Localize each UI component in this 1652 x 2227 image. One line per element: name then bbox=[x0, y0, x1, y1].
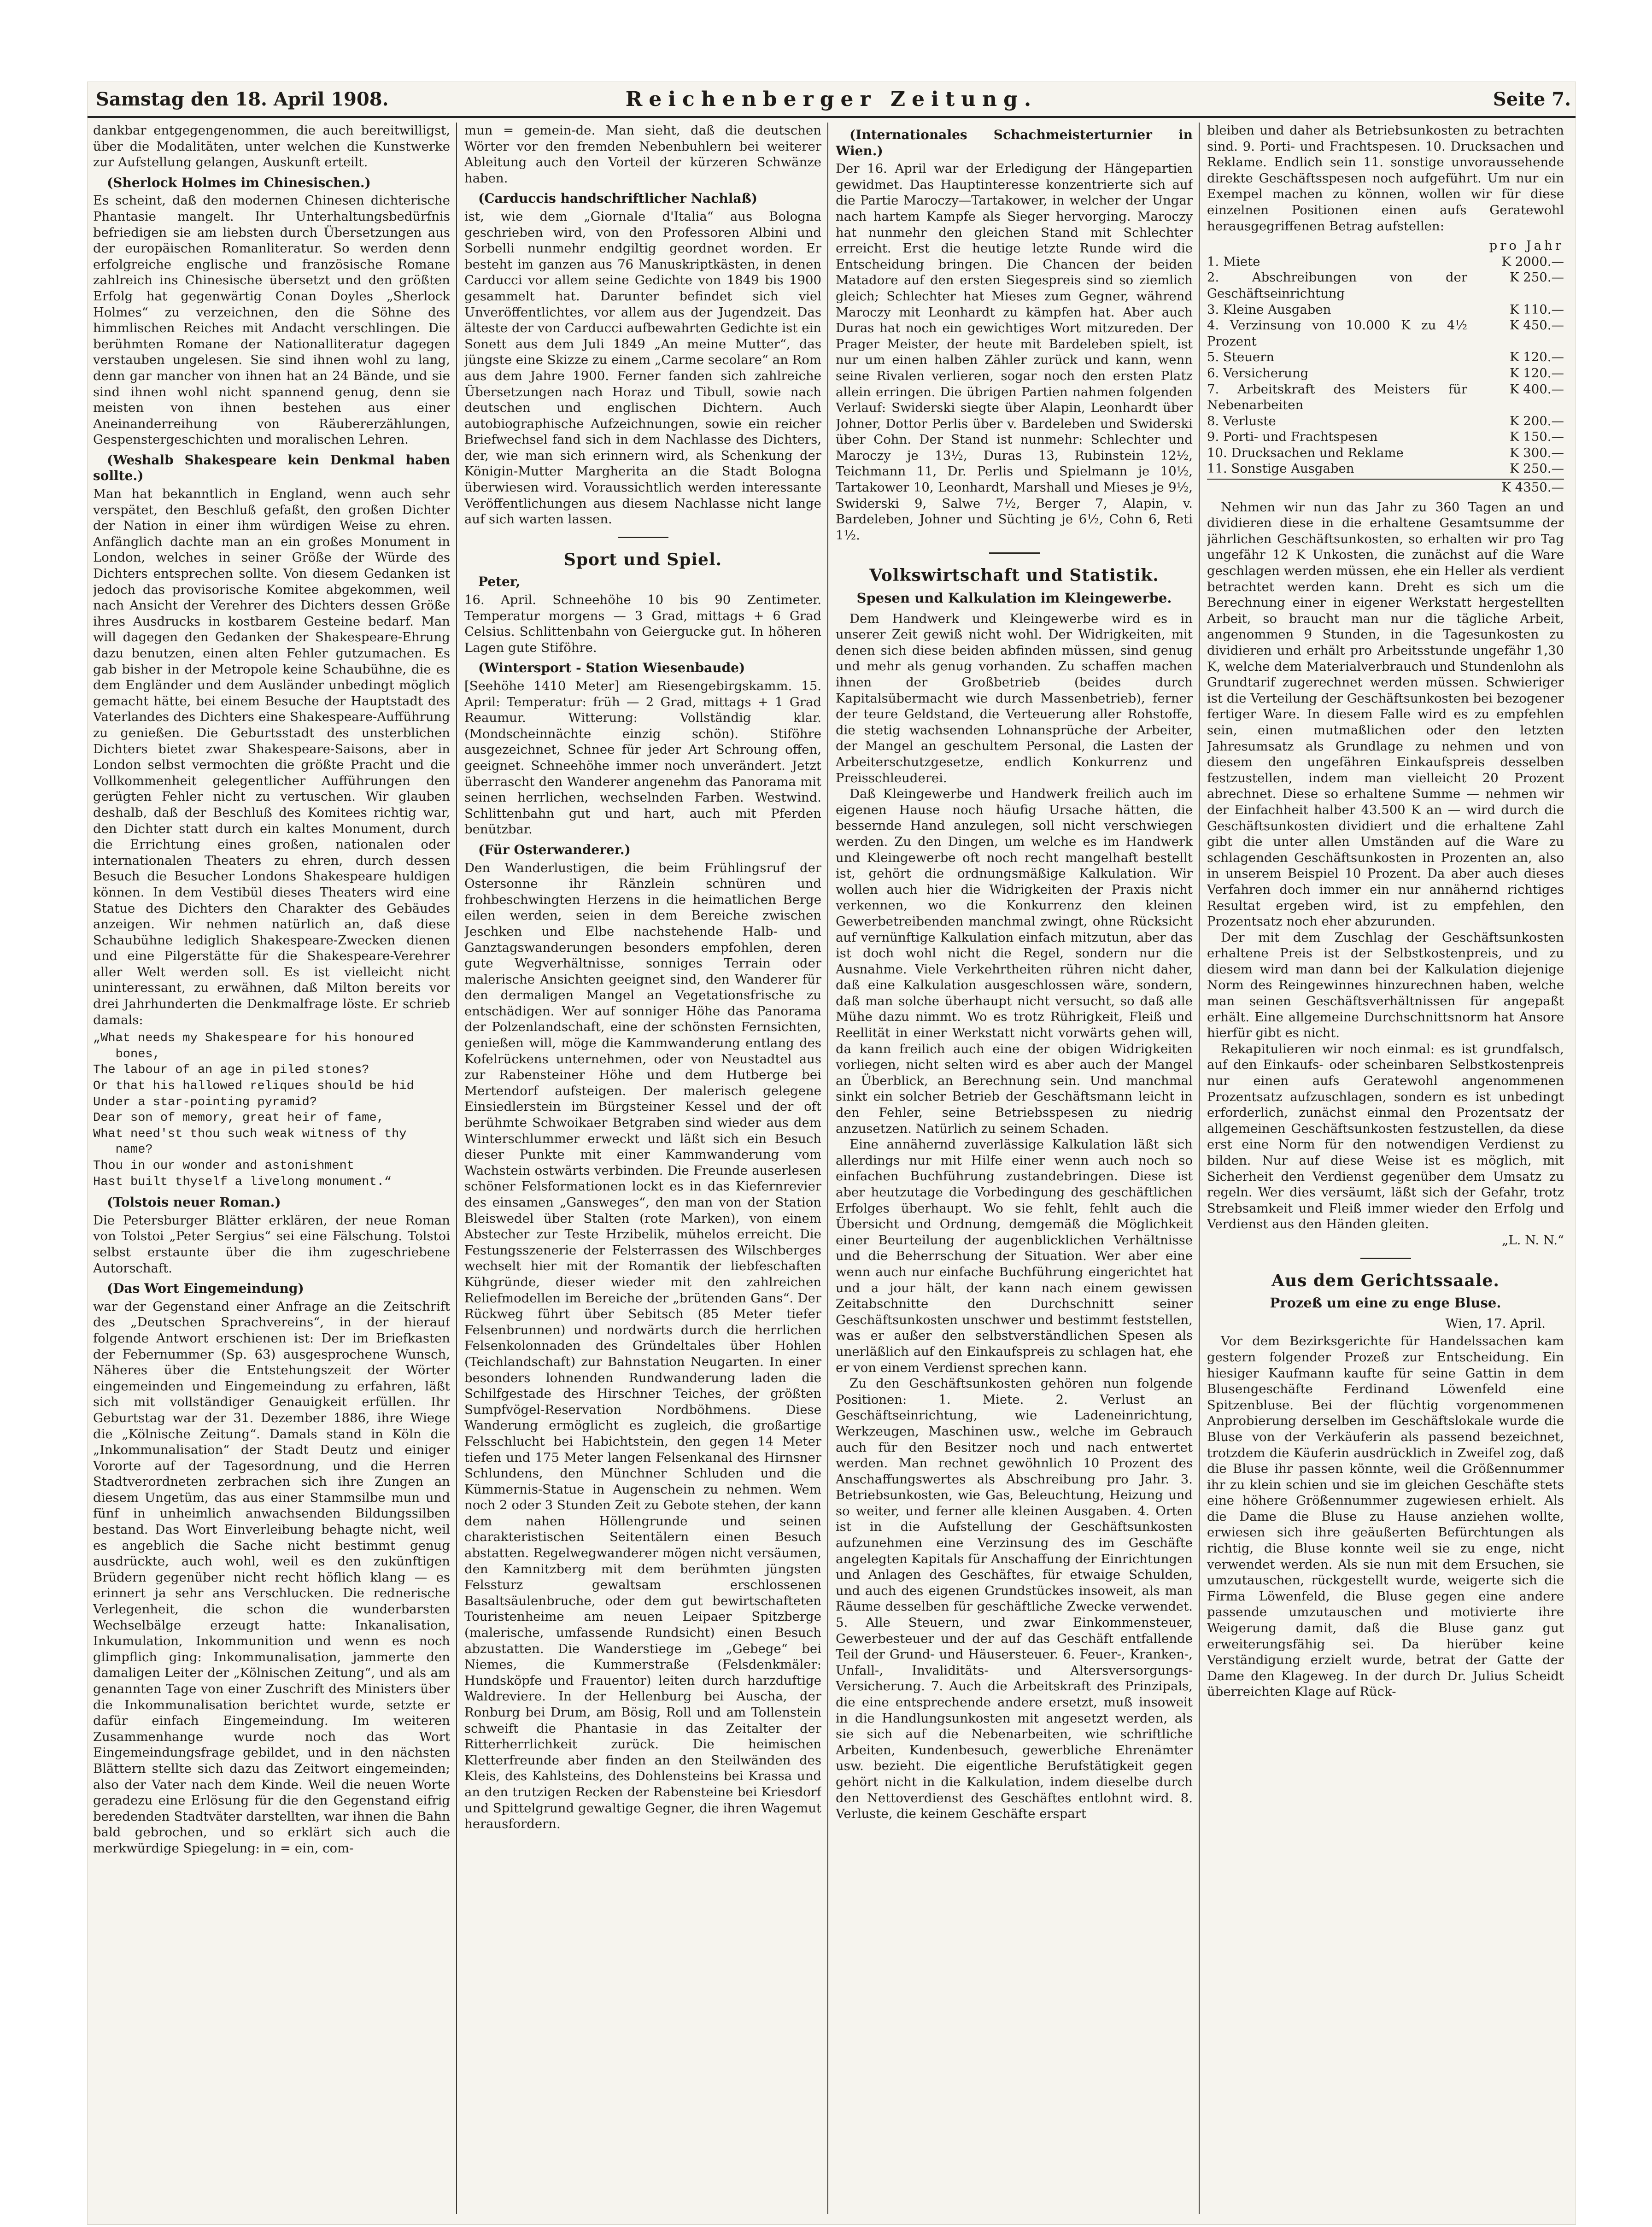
column-3 bbox=[836, 123, 1193, 2214]
article-heading: (Für Osterwanderer.) bbox=[478, 842, 631, 857]
row-amount: K 300.— bbox=[1509, 445, 1564, 460]
section-divider bbox=[989, 552, 1040, 554]
column-rule bbox=[827, 123, 828, 2214]
article-heading: (Das Wort Eingemeindung) bbox=[107, 1281, 304, 1296]
row-amount: K 200.— bbox=[1509, 413, 1564, 428]
row-amount: K 120.— bbox=[1509, 365, 1564, 381]
article-title: Spesen und Kalkulation im Kleingewerbe. bbox=[856, 590, 1172, 606]
table-row bbox=[1207, 381, 1564, 413]
column-4 bbox=[1207, 123, 1564, 2214]
paragraph: war der Gegenstand einer Anfrage an die Zeitschrift des „Deutschen Sprachvereins“, in der hierauf folgende Antwort erschienen ist: Der im Briefkasten der Febernummer (Sp. 63) ausgesprochene Wunsch, Näheres über die Entstehungszeit der Wörter eingemeinden und Eingemeindung zu erfahren, läßt sich mit vollständiger Genauigkeit erfüllen. Ihr Geburtstag war der 31. Dezember 1886, ihre Wiege die „Kölnische Zeitung“. Damals stand in Köln die „Inkommunalisation“ der Stadt Deutz und einiger Vororte auf der Tagesordnung, und die Herren Stadtverordneten zerbrachen sich ihre Zungen an diesem Ungetüm, das aus einer Stammsilbe mun und fünf in unheimlich anwachsenden Bildungssilben bestand. Das Wort Einverleibung behagte nicht, weil es angeblich die Sache nicht bestimmt genug ausdrückte, auch wohl, weil es den zukünftigen Brüdern gegenüber nicht recht höflich klang — es erinnert ja sehr ans Verschlucken. Die rednerische Verlegenheit, die schon die wunderbarsten Wechselbälge erzeugt hatte: Inkanalisation, Inkumulation, Inkommunition und wenn es noch glimpflich ging: Inkommunalisation, jammerte den damaligen Leiter der „Kölnischen Zeitung“, und als am genannten Tage von einer Zuschrift des Ministers über die Inkommunalisation berichtet wurde, setzte er dafür einfach Eingemeindung. Im weiteren Zusammenhange wurde noch das Wort Eingemeindungsfrage gebildet, und in den nächsten Blättern stellte sich dazu das Zeitwort eingemeinden; also der Vater nach dem Kinde. Weil die neuen Worte geradezu eine Erlösung für die den Gegenstand eifrig beredenden Stadtväter darstellten, war ihnen die Bahn bald gebrochen, und so erklärt sich auch die merkwürdige Spiegelung: in = ein, com- bbox=[93, 1299, 450, 1856]
article-heading: (Wintersport - Station Wiesenbaude) bbox=[478, 660, 745, 676]
paragraph: bleiben und daher als Betriebsunkosten zu betrachten sind. 9. Porti- und Frachtspesen. 10. Drucksachen und Reklame. Endlich sein 11. sonstige unvoraussehende direkte Geschäftsspesen noch aufgeführt. Um nur ein Exempel machen zu können, wollen wir für diese einzelnen Positionen einen aufs Geratewohl herausgegriffenen Betrag aufstellen: bbox=[1207, 123, 1564, 234]
article-heading: (Internationales Schachmeisterturnier in Wien.) bbox=[836, 127, 1193, 158]
row-label: 11. Sonstige Ausgaben bbox=[1207, 461, 1354, 476]
table-row bbox=[1207, 270, 1564, 301]
paragraph: Es scheint, daß den modernen Chinesen dichterische Phantasie mangelt. Ihr Unterhaltungsbedürfnis befriedigen sie am liebsten durch Übersetzungen aus der europäischen Romanliteratur. So werden denn erfolgreiche englische und französische Romane zahlreich ins Chinesische übersetzt und den größten Erfolg hat gegenwärtig Conan Doyles „Sherlock Holmes“ zu verzeichnen, den die Söhne des himmlischen Reiches mit Andacht verschlingen. Die berühmten Romane der Nationalliteratur dagegen verstauben ungelesen. Sie sind ihnen wohl zu lang, denn gar mancher von ihnen hat an 24 Bände, und sie sind ihnen wohl nicht spannend genug, denn sie meisten von ihnen bestehen aus einer Aneinanderreihung von Räubererzählungen, Gespenstergeschichten und moralischen Lehren. bbox=[93, 193, 450, 447]
row-amount: K 250.— bbox=[1509, 461, 1564, 476]
row-amount: K 120.— bbox=[1509, 350, 1564, 365]
newspaper-title: Reichenberger Zeitung. bbox=[625, 88, 1038, 111]
newspaper-page bbox=[88, 82, 1576, 2224]
paragraph: Vor dem Bezirksgerichte für Handelssachen kam gestern folgender Prozeß zur Entscheidung. Ein hiesiger Kaufmann kaufte für seine Gattin in dem Blusengeschäfte Ferdinand Löwenfeld eine Spitzenbluse. Bei der flüchtig vorgenommenen Anprobierung derselben im Geschäftslokale wurde die Bluse von der Verkäuferin als passend bezeichnet, trotzdem die Käuferin ausdrücklich in Zweifel zog, daß die Bluse ihr passen könnte, weil die Größennummer ihr zu klein schien und sie im gleichen Geschäfte stets eine höhere Größennummer zugewiesen erhielt. Als die Dame die Bluse zu Hause anziehen wollte, erwiesen sich ihre geäußerten Befürchtungen als richtig, die Bluse konnte weil sie zu enge, nicht verwendet werden. Als sie nun mit dem Ersuchen, sie umzutauschen, rückgestellt wurde, weigerte sich die Firma Löwenfeld, die Bluse gegen eine andere passende umzutauschen und motivierte ihre Weigerung damit, daß die Bluse ganz gut erweiterungsfähig sei. Da hierüber keine Verständigung erzielt wurde, betrat der Gatte der Dame den Klageweg. In der durch Dr. Julius Scheidt überreichten Klage auf Rück- bbox=[1207, 1334, 1564, 1700]
section-title: Aus dem Gerichtssaale. bbox=[1271, 1271, 1500, 1290]
paragraph: ist, wie dem „Giornale d'Italia“ aus Bologna geschrieben wird, von den Professoren Albini und Sorbelli nunmehr endgiltig geordnet worden. Er besteht im ganzen aus 76 Manuskriptkästen, in denen Carducci vor allem seine Gedichte von 1849 bis 1900 gesammelt hat. Darunter befindet sich viel Unveröffentlichtes, vor allem aus der Jugendzeit. Das älteste der von Carducci aufbewahrten Gedichte ist ein Sonett aus dem Juli 1849 „An meine Mutter“, das jüngste eine Skizze zu einem „Carme secolare“ an Rom aus dem Jahre 1900. Ferner fanden sich zahlreiche Übersetzungen nach Horaz und Tibull, sowie nach deutschen und englischen Dichtern. Auch autobiographische Aufzeichnungen, sowie ein reicher Briefwechsel fand sich in dem Nachlasse des Dichters, der, wie man sich erinnern wird, als Schenkung der Königin-Mutter Margherita an die Stadt Bologna überwiesen wird. Voraussichtlich werden interessante Veröffentlichungen aus diesem Nachlasse nicht lange auf sich warten lassen. bbox=[464, 209, 821, 527]
paragraph: Den Wanderlustigen, die beim Frühlingsruf der Ostersonne ihr Ränzlein schnüren und frohbeschwingten Herzens in die heimatlichen Berge eilen werden, seien in dem Bereiche zwischen Jeschken und Elbe nachstehende Halb- und Ganztagswanderungen besonders empfohlen, deren gute Wegverhältnisse, sonniges Terrain oder malerische Ansichten geeignet sind, den Wanderer für den dermaligen Mangel an Vegetationsfrische zu entschädigen. Wer auf sonniger Höhe das Panorama der Polzenlandschaft, eine der schönsten Fernsichten, genießen will, möge die Kammwanderung entlang des Kofelrückens unternehmen, oder von Neustadtel aus zur Rabensteiner Höhe und dem Hutberge bei Mertendorf aufsteigen. Der malerisch gelegene Einsiedlerstein im Bürgsteiner Kessel und der oft berühmte Schwoikaer Betgraben sind wieder aus dem Winterschlummer erweckt und läßt sich ein Besuch dieser Punkte mit einer Kammwanderung vom Wachstein ostwärts verbinden. Die Freunde auserlesen schöner Felsformationen lockt es in das Kiefernrevier des einsamen „Gansweges“, den man von der Station Bleiswedel über Stalten (rote Marken), von einem Abstecher zur Teste Hrzibelik, mühelos erreicht. Die Festungsszenerie der Felsterrassen des Wilschberges wechselt hier mit der Romantik der liebfeschaften Kühgründe, dieser wieder mit den zahlreichen Reliefmodellen im Bereiche der „brütenden Gans“. Der Rückweg führt über Sebitsch (85 Meter tiefer Felsenbrunnen) und nordwärts durch die herrlichen Felsenkolonnaden des Gründeltales über Hohlen (Teichlandschaft) zur Bahnstation Neugarten. In einer besonders lohnenden Rundwanderung laden die Schilfgestade des Hirschner Teiches, der größten Sumpfvögel-Reservation Nordböhmens. Diese Wanderung ermöglicht es zugleich, die großartige Felsschlucht bei Habichtstein, den gegen 14 Meter tiefen und 175 Meter langen Felsenkanal des Hirnsner Schlundens, den Münchner Schluden und die Kümmernis-Statue in Augenschein zu nehmen. Wem noch 2 oder 3 Stunden Zeit zu Gebote stehen, der kann dem nahen Höllengrunde und seinen charakteristischen Seitentälern einen Besuch abstatten. Regelwegwanderer mögen nicht versäumen, den Kamnitzberg mit dem berühmten jüngsten Felssturz gewaltsam erschlossenen Basaltsäulenbruche, oder dem gut bewirtschafteten Touristenheime am neuen Leipaer Spitzberge (malerische, umfassende Rundsicht) einen Besuch abzustatten. Die Wanderstiege im „Gebege“ bei Niemes, die Kummerstraße (Felsdenkmäler: Hundsköpfe und Frauentor) leiten durch harzduftige Waldreviere. In der Hellenburg bei Auscha, der Ronburg bei Drum, am Bösig, Roll und am Tollenstein schweift die Phantasie in das Zeitalter der Ritterherrlichkeit zurück. Die heimischen Kletterfreunde aber finden an den Steilwänden des Kleis, des Kahlsteins, des Dohlensteins bei Krassa und an den trutzigen Recken der Rabensteine bei Kriesdorf und Spittelgrund gewaltige Gegner, die ihren Wagemut herausfordern. bbox=[464, 860, 821, 1832]
table-row bbox=[1207, 302, 1564, 318]
table-row bbox=[1207, 254, 1564, 270]
page-header bbox=[88, 86, 1576, 118]
row-label: 7. Arbeitskraft des Meisters für Nebenarbeiten bbox=[1207, 381, 1467, 413]
table-row bbox=[1207, 429, 1564, 445]
article-heading: (Sherlock Holmes im Chinesischen.) bbox=[107, 175, 371, 190]
section-title: Sport und Spiel. bbox=[563, 550, 722, 569]
article-heading: Peter, bbox=[478, 574, 521, 590]
paragraph: Die Petersburger Blätter erklären, der neue Roman von Tolstoi „Peter Sergius“ sei eine Fälschung. Tolstoi selbst erstaunte über die ihm zugeschriebene Autorschaft. bbox=[93, 1213, 450, 1276]
row-label: 6. Versicherung bbox=[1207, 365, 1309, 381]
paragraph: Der 16. April war der Erledigung der Hängepartien gewidmet. Das Hauptinteresse konzentrierte sich auf die Partie Maroczy—Tartakower, in welcher der Ungar nach hartem Kampfe als Sieger hervorging. Maroczy hat nunmehr den gleichen Stand mit Schlechter erreicht. Erst die heutige letzte Runde wird die Entscheidung bringen. Die Chancen der beiden Matadore auf den ersten Siegespreis sind so ziemlich gleich; Schlechter hat Mieses zum Gegner, während Maroczy mit Leonhardt zu kämpfen hat. Aber auch Duras hat noch ein gewichtiges Wort mitzureden. Der Prager Meister, der heute mit Bardeleben spielt, ist nur um einen halben Zähler zurück und kann, wenn seine Rivalen verlieren, sogar noch den ersten Platz allein erringen. Die übrigen Partien nahmen folgenden Verlauf: Swiderski siegte über Alapin, Leonhardt über Johner, Dottor Perlis über v. Bardeleben und Swiderski über Cohn. Der Stand ist nunmehr: Schlechter und Maroczy je 13½, Duras 13, Rubinstein 12½, Teichmann 11, Dr. Perlis und Spielmann je 10½, Tartakower 10, Leonhardt, Marshall und Mieses je 9½, Swiderski 9, Salwe 7½, Berger 7, Alapin, v. Bardeleben, Johner und Süchting je 6½, Cohn 6, Reti 1½. bbox=[836, 161, 1193, 543]
paragraph: mun = gemein-de. Man sieht, daß die deutschen Wörter vor den fremden Nebenbuhlern bei weiterer Ableitung auch den Vorteil der kürzeren Schwänze haben. bbox=[464, 123, 821, 186]
column-1 bbox=[93, 123, 450, 2214]
paragraph: [Seehöhe 1410 Meter] am Riesengebirgskamm. 15. April: Temperatur: früh — 2 Grad, mittags + 1 Grad Reaumur. Witterung: Vollständig klar. (Mondscheinnächte einzig schön). Stiföhre ausgezeichnet, Schnee für jeder Art Schroung offen, geeignet. Schneehöhe immer noch unverändert. Jetzt überrascht den Wanderer angenehm das Panorama mit seinen herrlichen, wechselnden Farben. Westwind. Schlittenbahn gut und hart, auch mit Pferden benützbar. bbox=[464, 679, 821, 837]
milton-poem: „What needs my Shakespeare for his honoured bones, The labour of an age in piled stones? Or that his hallowed reliques should be hid Under a star-pointing pyramid? Dear son of memory, great heir of fame, What need'st thou such weak witness of thy name? Thou in our wonder and astonishment Hast built thyself a livelong monument.“ bbox=[93, 1031, 414, 1189]
dateline: Wien, 17. April. bbox=[1445, 1316, 1546, 1331]
article-title: Prozeß um eine zu enge Bluse. bbox=[1270, 1295, 1501, 1311]
paragraph: dankbar entgegengenommen, die auch bereitwilligst, über die Modalitäten, unter welchen die Kunstwerke zur Aufstellung gelangen, Auskunft erteilt. bbox=[93, 123, 450, 170]
row-amount: K 2000.— bbox=[1501, 254, 1564, 269]
row-label: 9. Porti- und Frachtspesen bbox=[1207, 429, 1378, 445]
paragraph: Eine annähernd zuverlässige Kalkulation läßt sich allerdings nur mit Hilfe einer wenn auch noch so einfachen Buchführung zustandebringen. Diese ist aber heutzutage die Vorbedingung des geschäftlichen Erfolges überhaupt. Wo sie fehlt, fehlt auch die Übersicht und Ordnung, demgemäß die Möglichkeit einer Beurteilung der augenblicklichen Verhältnisse und die Beherrschung der Situation. Wer aber eine wenn auch nur einfache Buchführung eingerichtet hat und a jour hält, der kann nach einem gewissen Zeitabschnitte den Durchschnitt seiner Geschäftsunkosten unschwer und bestimmt feststellen, was er außer den selbstverständlichen Spesen als unerläßlich auf den Einkaufspreis zu schlagen hat, ehe er von einem Verdienst sprechen kann. bbox=[836, 1137, 1193, 1375]
table-row bbox=[1207, 413, 1564, 429]
table-row bbox=[1207, 461, 1564, 477]
paragraph: Nehmen wir nun das Jahr zu 360 Tagen an und dividieren diese in die erhaltene Gesamtsumme der jährlichen Geschäftsunkosten, so erhalten wir pro Tag ungefähr 12 K Unkosten, die zunächst auf die Ware geschlagen werden müssen, ehe ein Heller als verdient betrachtet werden kann. Dreht es sich um die Berechnung einer in eigener Werkstatt hergestellten Arbeit, so braucht man nur die tägliche Arbeit, angenommen 9 Stunden, in die Tagesunkosten zu dividieren und erhält pro Arbeitsstunde ungefähr 1,30 K, welche dem Materialverbrauch und Stundenlohn als Grundtarif zugerechnet werden müssen. Schwieriger ist die Verteilung der Geschäftsunkosten bei bezogener fertiger Ware. In diesem Falle wird es zu empfehlen sein, einen mutmaßlichen oder den letzten Jahresumsatz als Grundlage zu nehmen und von diesem den ungefähren Einkaufspreis desselben festzustellen, indem man vielleicht 20 Prozent abrechnet. Diese so erhaltene Summe — nehmen wir der Einfachheit halber 43.500 K an — wird durch die Geschäftsunkosten dividiert und die erhaltene Zahl gibt die unter allen Umständen auf die Ware zu schlagenden Geschäftsunkosten in Prozenten an, also in unserem Beispiel 10 Prozent. Da aber auch dieses Verfahren doch immer ein nur annähernd richtiges Resultat ergeben wird, ist zu empfehlen, den Prozentsatz noch eher abzurunden. bbox=[1207, 499, 1564, 929]
paragraph: Man hat bekanntlich in England, wenn auch sehr verspätet, den Beschluß gefaßt, den großen Dichter der Nation in einer ihm würdigen Weise zu ehren. Anfänglich dachte man an ein großes Monument in London, welches in seiner Größe der Würde des Dichters entsprechen sollte. Von diesem Gedanken ist jedoch das provisorische Komitee abgekommen, weil nach Ansicht der Verehrer des Dichters dessen Größe ihres Ausdrucks in kostbarem Gesteine bedarf. Man will dagegen den Gedanken der Shakespeare-Ehrung dazu benutzen, einen alten Fehler gutzumachen. Es gab bisher in der Metropole keine Schaubühne, die es dem Engländer und dem Ausländer unbedingt möglich gemacht hätte, bei einem Besuche der Hauptstadt des Vaterlandes des Dichters eine Shakespeare-Aufführung zu genießen. Die Geburtsstadt des unsterblichen Dichters bietet zwar Shakespeare-Saisons, aber in London selbst vermochten die größte Pracht und die Vollkommenheit gelegentlicher Aufführungen den gerügten Fehler nicht zu vertuschen. Wir glauben deshalb, daß der Beschluß des Komitees richtig war, den Dichter statt durch ein kaltes Monument, durch die Errichtung eines großen, nationalen oder internationalen Theaters zu ehren, durch dessen Besuch die Besucher Londons Shakespeare huldigen können. In dem Vestibül dieses Theaters wird eine Statue des Dichters den Charakter des Gebäudes anzeigen. Wir nehmen natürlich an, daß diese Schaubühne lediglich Shakespeare-Zwecken dienen und eine Pilgerstätte für die Shakespeare-Verehrer aller Welt werden soll. Es ist vielleicht nicht uninteressant, zu erwähnen, daß Milton bereits vor drei Jahrhunderten die Denkmalfrage löste. Er schrieb damals: bbox=[93, 486, 450, 1027]
row-amount: K 150.— bbox=[1509, 429, 1564, 445]
row-label: 10. Drucksachen und Reklame bbox=[1207, 445, 1404, 460]
row-label: 8. Verluste bbox=[1207, 413, 1276, 428]
row-amount: K 110.— bbox=[1509, 302, 1564, 317]
table-row bbox=[1207, 445, 1564, 461]
article-heading: (Carduccis handschriftlicher Nachlaß) bbox=[478, 191, 758, 206]
column-2 bbox=[464, 123, 821, 2214]
row-amount: K 400.— bbox=[1509, 381, 1564, 397]
section-divider bbox=[618, 537, 668, 538]
article-heading: (Weshalb Shakespeare kein Denkmal haben sollte.) bbox=[93, 452, 450, 484]
page-number: Seite 7. bbox=[1493, 88, 1571, 110]
source-signature: „L. N. N.“ bbox=[1502, 1232, 1564, 1248]
row-label: 5. Steuern bbox=[1207, 350, 1274, 365]
table-row bbox=[1207, 365, 1564, 381]
table-row bbox=[1207, 317, 1564, 349]
column-rule bbox=[1199, 123, 1200, 2214]
paragraph: Der mit dem Zuschlag der Geschäftsunkosten erhaltene Preis ist der Selbstkostenpreis, und zu diesem wird man dann bei der Kalkulation diejenige Norm des Reingewinnes hinzurechnen haben, welche man seinen Geschäftsverhältnissen für angepaßt erhält. Eine allgemeine Durchschnittsnorm hat Ansore hierfür gibt es nicht. bbox=[1207, 930, 1564, 1041]
paragraph: Zu den Geschäftsunkosten gehören nun folgende Positionen: 1. Miete. 2. Verlust an Geschäftseinrichtung, wie Ladeneinrichtung, Werkzeugen, Maschinen usw., welche im Gebrauch auch für den Besitzer noch und nach entwertet werden. Man rechnet gewöhnlich 10 Prozent des Anschaffungswertes als Abschreibung pro Jahr. 3. Betriebsunkosten, wie Gas, Beleuchtung, Heizung und so weiter, und ferner alle kleinen Ausgaben. 4. Orten ist in die Aufstellung der Geschäftsunkosten aufzunehmen eine Verzinsung des im Geschäfte angelegten Kapitals für Anschaffung der Einrichtungen und Anlagen des Geschäftes, für etwaige Schulden, und auch des eigenen Grundstückes insoweit, als man Räume desselben für geschäftliche Zwecke verwendet. 5. Alle Steuern, und zwar Einkommensteuer, Gewerbesteuer und der auf das Geschäft entfallende Teil der Grund- und Häusersteuer. 6. Feuer-, Kranken-, Unfall-, Invaliditäts- und Altersversorgungs-Versicherung. 7. Auch die Arbeitskraft des Prinzipals, die eine entsprechende andere ersetzt, muß insoweit in die Handlungsunkosten mit angesetzt werden, als sie sich auf die Nebenarbeiten, wie schriftliche Arbeiten, Kundenbesuch, gewerbliche Ehrenämter usw. bezieht. Die eigentliche Berufstätigkeit gegen gehört nicht in die Kalkulation, indem dieselbe durch den Nettoverdienst des Geschäftes entlohnt wird. 8. Verluste, die keinem Geschäfte erspart bbox=[836, 1376, 1193, 1822]
table-total: K 4350.— bbox=[1207, 479, 1564, 496]
article-heading: (Tolstois neuer Roman.) bbox=[107, 1195, 281, 1210]
row-label: 3. Kleine Ausgaben bbox=[1207, 302, 1331, 317]
row-label: 4. Verzinsung von 10.000 K zu 4½ Prozent bbox=[1207, 318, 1467, 349]
paragraph: Daß Kleingewerbe und Handwerk freilich auch im eigenen Hause noch häufig Ursache hätten, die bessernde Hand anzulegen, soll nicht verschwiegen werden. Zu den Dingen, um welche es im Handwerk und Kleingewerbe oft noch recht mangelhaft bestellt ist, gehört die ordnungsmäßige Kalkulation. Wir wollen auch hier die Widrigkeiten der Praxis nicht verkennen, wo die Konkurrenz den kleinen Gewerbetreibenden manchmal zwingt, ohne Rücksicht auf vernünftige Kalkulation einfach mitzutun, aber das ist doch wohl nicht die Regel, sondern nur die Ausnahme. Viele Verkehrtheiten rühren nicht daher, daß eine Kalkulation ausgeschlossen wäre, sondern, daß man solche überhaupt nicht versucht, so daß alle Mühe dazu nimmt. Wo es trotz Rührigkeit, Fleiß und Reellität in einer Werkstatt nicht vorwärts gehen will, da kann freilich auch eine der obigen Widrigkeiten vorliegen, nicht selten wird es aber auch der Mangel an Überblick, an Berechnung sein. Und manchmal sinkt ein solcher Betrieb der Geschäftsmann leicht in den Fehler, seine Betriebsspesen zu niedrig anzusetzen. Natürlich zu seinem Schaden. bbox=[836, 786, 1193, 1136]
table-header: pro Jahr bbox=[1489, 238, 1564, 253]
header-date: Samstag den 18. April 1908. bbox=[96, 88, 389, 110]
section-title: Volkswirtschaft und Statistik. bbox=[869, 566, 1159, 586]
table-row bbox=[1207, 349, 1564, 365]
expense-table bbox=[1207, 238, 1564, 496]
row-label: 2. Abschreibungen von der Geschäftseinrichtung bbox=[1207, 270, 1467, 301]
row-amount: K 250.— bbox=[1509, 270, 1564, 285]
paragraph: 16. April. Schneehöhe 10 bis 90 Zentimeter. Temperatur morgens — 3 Grad, mittags + 6 Grad Celsius. Schlittenbahn von Geiergucke gut. In höheren Lagen gute Stiföhre. bbox=[464, 592, 821, 655]
paragraph: Dem Handwerk und Kleingewerbe wird es in unserer Zeit gewiß nicht wohl. Der Widrigkeiten, mit denen sich diese beiden abfinden müssen, sind genug und mehr als genug vorhanden. Zu schaffen machen ihnen der Großbetrieb (beides durch Kapitalsübermacht wie durch Massenbetrieb), ferner der teure Geldstand, die Verteuerung aller Rohstoffe, die stetig wachsenden Lohnansprüche der Arbeiter, der Mangel an geschultem Personal, die Lasten der Arbeiterschutzgesetze, endlich Konkurrenz und Preisschleuderei. bbox=[836, 611, 1193, 785]
section-divider bbox=[1360, 1258, 1411, 1259]
column-rule bbox=[456, 123, 457, 2214]
row-amount: K 450.— bbox=[1509, 318, 1564, 333]
row-label: 1. Miete bbox=[1207, 254, 1260, 269]
paragraph: Rekapitulieren wir noch einmal: es ist grundfalsch, auf den Einkaufs- oder scheinbaren Selbstkostenpreis nur einen aufs Geratewohl angenommenen Prozentsatz aufzuschlagen, sondern es ist unbedingt erforderlich, zunächst einmal den Prozentsatz der allgemeinen Geschäftsunkosten festzustellen, da diese erst eine Norm für den notwendigen Verdienst zu bilden. Nur auf diese Weise ist es möglich, mit Sicherheit den Verdienst gegenüber dem Umsatz zu regeln. Wer dies versäumt, läßt sich der Gefahr, trotz Strebsamkeit und Fleiß immer wieder den Erfolg und Verdienst aus den Händen gleiten. bbox=[1207, 1041, 1564, 1232]
